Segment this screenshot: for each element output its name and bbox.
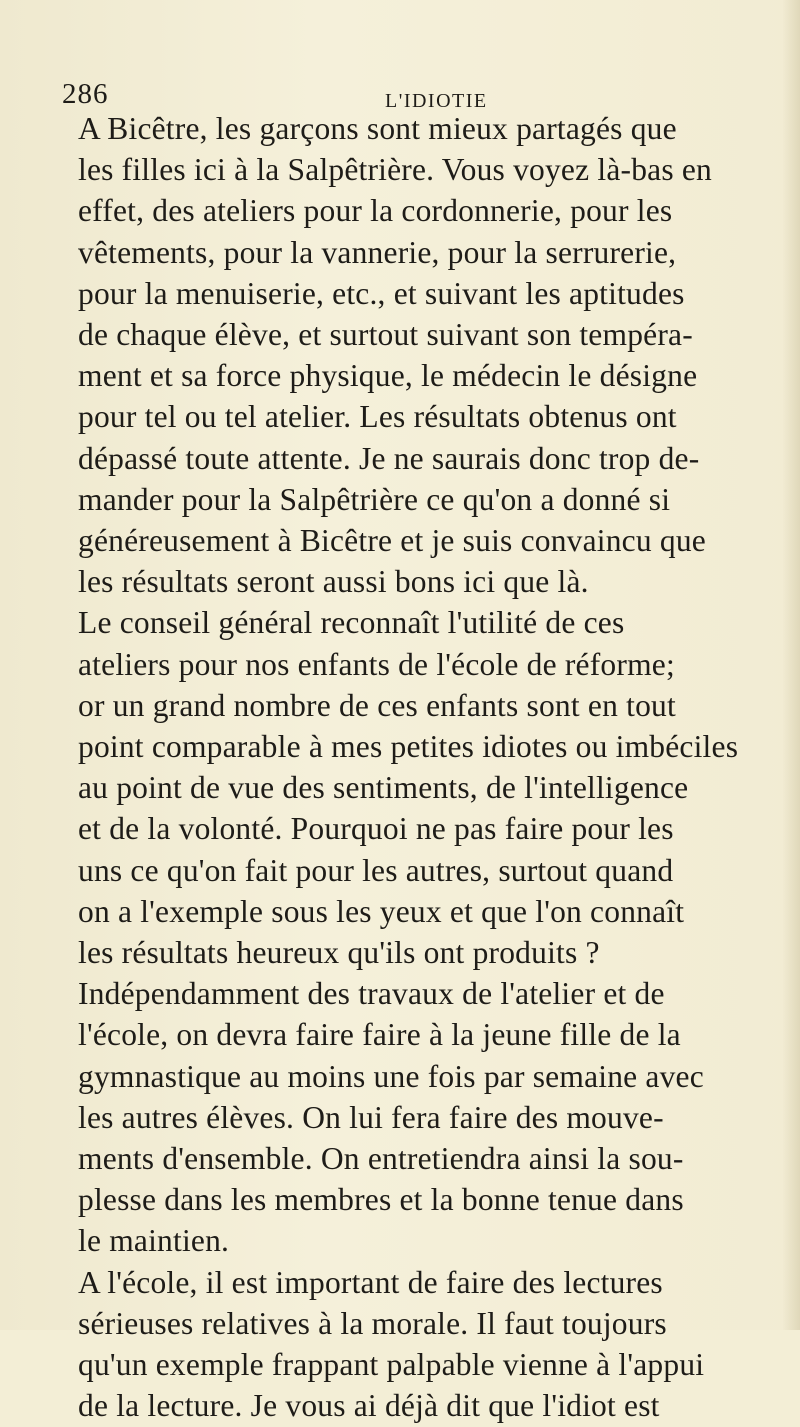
text-line: mander pour la Salpêtrière ce qu'on a donné si — [78, 481, 671, 517]
text-line: point comparable à mes petites idiotes ou imbéciles — [78, 729, 739, 765]
text-line: au point de vue des sentiments, de l'intelligence — [78, 770, 689, 806]
text-line: pour tel ou tel atelier. Les résultats obtenus ont — [78, 399, 677, 435]
text-line: pour la menuiserie, etc., et suivant les aptitudes — [78, 275, 685, 311]
text-line: dépassé toute attente. Je ne saurais donc trop de- — [78, 440, 700, 476]
text-line: plesse dans les membres et la bonne tenue dans — [78, 1182, 684, 1218]
page-number: 286 — [62, 78, 109, 110]
text-line: les autres élèves. On lui fera faire des mouve- — [78, 1099, 664, 1135]
text-line: ateliers pour nos enfants de l'école de réforme; — [78, 646, 675, 682]
text-line: généreusement à Bicêtre et je suis convaincu que — [78, 523, 706, 559]
text-line: l'école, on devra faire faire à la jeune fille de la — [78, 1017, 681, 1053]
text-line: les filles ici à la Salpêtrière. Vous voyez là-bas en — [78, 152, 712, 188]
text-line: de la lecture. Je vous ai déjà dit que l'idiot est — [78, 1388, 660, 1424]
text-line: de chaque élève, et surtout suivant son tempéra- — [78, 317, 693, 353]
text-line: ments d'ensemble. On entretiendra ainsi la sou- — [78, 1141, 684, 1177]
body-text — [78, 108, 738, 1427]
text-line: ment et sa force physique, le médecin le désigne — [78, 358, 698, 394]
text-line: les résultats heureux qu'ils ont produits ? — [78, 935, 600, 971]
page-header — [62, 72, 752, 112]
text-line: on a l'exemple sous les yeux et que l'on connaît — [78, 893, 685, 929]
text-line: effet, des ateliers pour la cordonnerie, pour les — [78, 193, 673, 229]
text-line: sérieuses relatives à la morale. Il faut toujours — [78, 1305, 667, 1341]
text-line: les résultats seront aussi bons ici que là. — [78, 564, 589, 600]
text-line: uns ce qu'on fait pour les autres, surtout quand — [78, 852, 674, 888]
text-line: Indépendamment des travaux de l'atelier et de — [78, 976, 665, 1012]
text-line: qu'un exemple frappant palpable vienne à l'appui — [78, 1347, 705, 1383]
text-line: A l'école, il est important de faire des lectures — [78, 1264, 663, 1300]
text-line: A Bicêtre, les garçons sont mieux partagés que — [78, 111, 677, 146]
running-title: L'IDIOTIE — [385, 90, 488, 112]
text-line: le maintien. — [78, 1223, 230, 1259]
text-line: gymnastique au moins une fois par semaine avec — [78, 1058, 704, 1094]
page-edge-shadow — [782, 0, 800, 1330]
text-line: et de la volonté. Pourquoi ne pas faire pour les — [78, 811, 674, 847]
text-line: Le conseil général reconnaît l'utilité de ces — [78, 605, 625, 641]
text-line: or un grand nombre de ces enfants sont en tout — [78, 687, 676, 723]
text-line: vêtements, pour la vannerie, pour la serrurerie, — [78, 234, 677, 270]
